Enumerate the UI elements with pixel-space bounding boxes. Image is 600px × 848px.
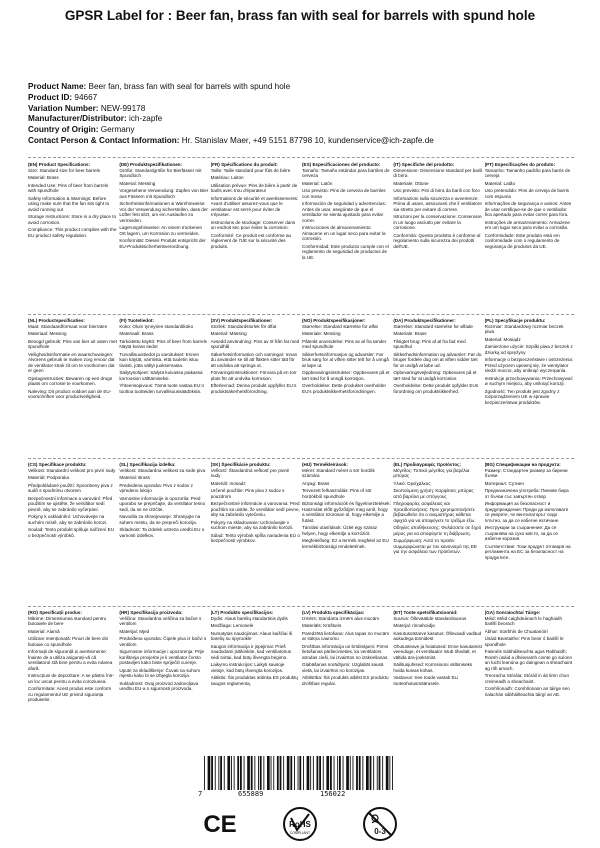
spec-column	[393, 610, 482, 750]
spec-paragraph: Overholdelse: Dette produktet overholder EU's produktsikkerhetsforordningen.	[302, 383, 387, 394]
spec-heading: (HU) Termékleírások:	[302, 462, 348, 467]
barcode-bar	[334, 756, 335, 790]
barcode-bar	[220, 756, 222, 790]
spec-paragraph: Größe: Standardgröße für Bierfässer mit Spundloch	[119, 167, 202, 178]
spec-paragraph: Upute za skladištenje: Čuvati na suhom mjestu kako bi se izbjegla korozija.	[119, 667, 201, 678]
spec-paragraph: Materiale: Brass	[393, 331, 427, 336]
product-id-row	[28, 93, 588, 104]
spec-paragraph: Predvidena uporaba: Pivo z sodov z vpredeno luknjo	[119, 482, 193, 493]
spec-paragraph: Pokyny k uskladnění: Uchovávejte na suchém místě, aby se zabránilo korozi.	[28, 514, 108, 525]
spec-paragraph: Uso previsto: Pini di birra da barili con foro	[393, 188, 480, 193]
spec-paragraph: Atitiktis: Šis produktas atitinka ES produktų saugos reglamentą.	[210, 675, 298, 686]
spec-paragraph: Izmērs: Standarta izmērs alus mucām	[302, 615, 380, 621]
spec-paragraph: Material: Brass	[119, 475, 150, 480]
spec-paragraph: Instrucțiuni de depozitare: A se păstra într-un loc uscat pentru a evita coroziunea.	[28, 673, 115, 684]
spec-paragraph: Materiale: Messing	[302, 331, 341, 336]
spec-heading: (SK) Špecifikácie produktu:	[210, 462, 271, 467]
spec-paragraph: Numatytas naudojimas: Alaus kaiščiai iš barelių su spyruokle	[210, 630, 293, 641]
spec-paragraph: Μέγεθος: Τυπικό μέγεθος για βαρέλια μπύρας	[393, 467, 470, 478]
barcode-bar	[204, 756, 205, 790]
spec-paragraph: Súlad: Tento výrobok spĺňa nariadenia EÚ o bezpečnosti výrobkov.	[210, 532, 300, 543]
barcode-digit-lead: 7	[198, 790, 203, 798]
barcode-bar	[271, 756, 272, 790]
spec-paragraph: Materiał: Mosiądz	[484, 336, 521, 342]
barcode-bar	[283, 756, 284, 790]
spec-paragraph: Bezpečnostné informácie a varovania: Pred použitím sa uistite, že ventilátor sedí pevne, aby sa zabránilo vytečeniu.	[210, 501, 300, 517]
spec-paragraph: Lagerungshinweise: An einem trockenen Ort lagern, um Korrosion zu vermeiden.	[119, 225, 203, 236]
certification-marks	[0, 806, 600, 842]
spec-heading: (FR) Spécifications du produit:	[210, 162, 278, 167]
spec-heading: (PT) Especificações do produto:	[484, 162, 556, 167]
spec-paragraph: Opbevaringsvejledning: Opbevares på et tørt sted for at undgå korrosion.	[393, 370, 477, 381]
barcode-bar	[326, 756, 329, 790]
spec-heading: (SV) Produktspecifikationer:	[210, 318, 273, 323]
contact-label: Contact Person & Contact Information:	[28, 135, 180, 145]
barcode-bar	[346, 756, 349, 790]
spec-paragraph: Instructions de stockage: Conserver dans un endroit sec pour éviter la corrosion.	[210, 219, 296, 230]
spec-row-2	[28, 318, 574, 456]
barcode-bar	[313, 756, 314, 790]
spec-paragraph: Predviđena uporaba: Čipele piva iz bačvi s ventilom	[119, 636, 207, 647]
spec-paragraph: Megfelelőség: Ez a termék megfelel az EU termékbiztonsági rendeletének.	[302, 538, 389, 549]
barcode-bar	[343, 756, 344, 790]
spec-paragraph: Informations de sécurité et avertissements: Avant d'utiliser assurez-vous que le ventilateur est serré pour éviter de s'épuiser.	[210, 195, 299, 217]
spec-paragraph: Storage Instructions: Store in a dry place to avoid corrosion.	[28, 214, 117, 225]
spec-heading: (NO) Produktspesifikasjoner:	[302, 318, 366, 323]
spec-heading: (DE) Produktspezifikationen:	[119, 162, 183, 167]
spec-paragraph: Ábhar: Soirbhís de Chuatanóirí	[484, 628, 548, 634]
variation-number-row	[28, 104, 588, 115]
spec-paragraph: Paredzētā lietošana: Alus tapas no mucām ar sūkņa caurumu	[302, 630, 390, 641]
barcode-bar	[377, 756, 378, 790]
barcode-bar	[339, 756, 341, 790]
spec-paragraph: Bezpečnostní informace a varování: Před použitím se ujistěte, že ventilátor sedí pevně, aby se zabránilo vyčerpání.	[28, 495, 113, 512]
spec-paragraph: Tilsigtet brug: Pins af øl fra fad med spundhul	[393, 338, 466, 349]
barcode-bar	[359, 756, 361, 790]
barcode-bar	[310, 756, 311, 790]
barcode-digit-left: 655889	[238, 790, 264, 798]
not-for-children-0-3-icon	[362, 806, 398, 842]
barcode-bar	[299, 756, 301, 790]
spec-paragraph: Sikkerhetsinformasjon og advarsler: Før bruk sørg for at viften sitter tett for å unngå at løpe ut.	[302, 351, 389, 368]
spec-column	[302, 162, 391, 312]
spec-paragraph: Informações de segurança e avisos: Antes de usar certifique-se de que o ventilador fica apertado para evitar correr para fora.	[484, 201, 572, 217]
barcode-bar	[263, 756, 264, 790]
spec-column	[485, 610, 574, 750]
spec-paragraph: Zamierzone użycie: Szpilki piwa z beczek z dziurką od sprężyny	[484, 344, 573, 355]
spec-paragraph: Navodila za shranjevanje: Shranjujte na suhem mestu, da se prepreči korozija.	[119, 514, 201, 525]
spec-heading: (RO) Specificații produs:	[28, 610, 82, 615]
barcode-bar	[379, 756, 381, 790]
spec-paragraph: Säkerhetsinformation och varningar: Innan du använder se till att fläkten sitter tätt för att undvika att springa ut.	[210, 351, 298, 368]
spec-paragraph: Velikost: Standardna velikost za sode piva	[119, 467, 206, 473]
product-info	[28, 82, 588, 147]
spec-paragraph: Πληροφορίες ασφάλειας και προειδοποιήσεις: Πριν χρησιμοποιήσετε βεβαιωθείτε ότι ο ανεμιστήρας κάθεται σφιχτά για να αποφύγετε το τρέξιμο έξω.	[393, 501, 476, 523]
barcode-bar	[298, 756, 299, 790]
spec-paragraph: Vastavus: See toode vastab ELi tooteohutusmäärusele.	[393, 675, 459, 686]
spec-paragraph: Materiāls: Krūšturis	[302, 623, 342, 628]
barcode-digits	[198, 790, 398, 799]
spec-paragraph: Förvaringsinstruktioner: Förvara på en torr plats för att undvika korrosion.	[210, 370, 297, 381]
product-id-value: 94667	[74, 92, 98, 102]
rohs-sub-text: COMPLIANT	[289, 831, 311, 835]
spec-paragraph: Maat: Standaardformaat voor bierraten	[28, 323, 108, 329]
spec-paragraph: Laikymo instrukcijos: Laikyti sausoje vietoje, kad būtų išvengta korozijos.	[210, 662, 285, 673]
barcode-bar	[244, 756, 245, 790]
spec-column	[28, 462, 117, 604]
spec-paragraph: Informazioni sulla sicurezza e avvertenze: Prima di usare, assicurarsi che il ventilatore sia stretto per evitare di correre.	[393, 195, 482, 212]
spec-paragraph: Conformidad: Este producto cumple con el reglamento de seguridad de productos de la UE.	[302, 243, 389, 260]
barcode-bar	[303, 756, 304, 790]
barcode-bar	[218, 756, 219, 790]
spec-paragraph: Pokyny na skladovanie: Uchovávajte v suchom mieste, aby sa zabránilo korózii.	[210, 519, 294, 530]
spec-paragraph: Sigurnosne informacije i upozorenja: Prije korištenja provjerite je li ventilator čvrsto postavljen kako biste spriječili curenje.	[119, 649, 205, 665]
spec-paragraph: Dimensione: Dimensione standard per barili di birra	[393, 167, 483, 178]
spec-paragraph: Съответствие: Този продукт отговаря на регламента на ЕС за безопасност на продуктите.	[484, 543, 571, 560]
spec-row-4	[28, 610, 574, 750]
spec-heading: (BG) Спецификации на продукта:	[484, 462, 561, 467]
spec-paragraph: Material: Mässing	[210, 331, 247, 336]
spec-paragraph: Dydis: Alaus barelių standartinis dydis	[210, 615, 288, 621]
spec-paragraph: Informacje o bezpieczeństwie i ostrzeżenia: Przed użyciem upewnij się, że wentylator siedzi mocno, aby uniknąć wyczerpania.	[484, 357, 574, 373]
barcode-bar	[215, 756, 216, 790]
spec-column	[119, 162, 208, 312]
spec-paragraph: Konformität: Dieses Produkt entspricht der EU-Produktsicherheitsverordnung.	[119, 238, 206, 249]
spec-paragraph: Matériau: Laiton	[210, 175, 244, 180]
barcode	[198, 756, 398, 798]
spec-column	[393, 318, 482, 456]
spec-paragraph: Conformidade: Este produto está em conformidade com o regulamento de segurança de produtos da UE.	[484, 232, 560, 249]
spec-paragraph: Materjal: rinnahoidja	[393, 623, 435, 628]
barcode-bar	[330, 756, 332, 790]
spec-paragraph: Material: Latón	[302, 180, 333, 186]
barcode-bar	[251, 756, 253, 790]
spec-paragraph: Koko: Olum tynnyrien standardikoko	[119, 323, 194, 329]
spec-paragraph: Soulad: Tento produkt splňuje nařízení EU o bezpečnosti výrobků.	[28, 527, 114, 538]
spec-paragraph: Материал: Сутиен	[484, 480, 524, 486]
spec-row-1	[28, 162, 574, 312]
barcode-bar	[287, 756, 290, 790]
country-of-origin-value: Germany	[100, 125, 135, 135]
spec-paragraph: Mărime: Dimensiunea standard pentru butoaiele de bere	[28, 615, 107, 626]
barcode-bar	[382, 756, 383, 790]
barcode-bar	[240, 756, 242, 790]
barcode-bar	[273, 756, 274, 790]
spec-heading: (IT) Specifiche del prodotto:	[393, 162, 455, 167]
spec-paragraph: Påtenkt anvendelse: Pins av øl fra tønder med spundhole	[302, 338, 387, 349]
spec-paragraph: Overholdelse: Dette produkt opfylder EUs forordning om produktsikkerhed.	[393, 383, 479, 394]
spec-column	[211, 318, 300, 456]
country-of-origin-label: Country of Origin:	[28, 125, 99, 135]
barcode-bar	[254, 756, 255, 790]
product-name-row	[28, 82, 588, 93]
spec-paragraph: Materiál: Podporaka	[28, 475, 70, 480]
spec-paragraph: Tamanho: Tamanho padrão para barris de cerveja	[484, 167, 571, 178]
spec-heading: (HR) Specifikacija proizvoda:	[119, 610, 183, 615]
spec-paragraph: Předpokládané použití: Spoonbeny piva z sudů s spodnímu otvorem	[28, 482, 113, 493]
spec-paragraph: Comhlíonadh: Comhlíonann an táirge seo rialachán sábháilteachta táirgí an AE.	[484, 686, 570, 697]
spec-paragraph: Rozmiar: Standardowy rozmiar beczek piwa	[484, 323, 564, 334]
spec-paragraph: Veľkosť: Štandardná veľkosť pre pivné sudy	[210, 467, 290, 478]
spec-paragraph: Informații de siguranță și avertismente: Înainte de a utiliza asigurați-vă că ventilatorul stă bine pentru a evita rularea afară.	[28, 649, 113, 671]
spec-paragraph: Sukladnost: Ovaj proizvod zadovoljava uredbu EU-a o sigurnosti proizvoda.	[119, 680, 199, 691]
barcode-bar	[224, 756, 225, 790]
spec-paragraph: Biztonsági információk és figyelmeztetések: Használat előtt győződjön meg arról, hogy a ventilátor szorosan ül, hogy elkerülje a futást.	[302, 501, 391, 523]
barcode-bar	[366, 756, 369, 790]
variation-number-value: NEW-99178	[100, 103, 146, 113]
spec-column	[28, 318, 117, 456]
barcode-bar	[317, 756, 319, 790]
spec-heading: (LV) Produkta specifikācijas:	[302, 610, 365, 615]
spec-paragraph: Glabāšanas norādījumi: Uzglabāt sausā vietā, lai izvairītos no korozijas.	[302, 662, 384, 673]
spec-heading: (GA) Sonraíochtaí Táirge:	[484, 610, 541, 615]
contact-value: Hr. Stanislav Maer, +49 5151 87798 10, kundenservice@ich-zapfe.de	[181, 135, 434, 145]
barcode-bar	[227, 756, 230, 790]
barcode-bar	[280, 756, 282, 790]
section-divider	[28, 606, 574, 607]
spec-paragraph: Varnostne informacije in opozorila: Pred uporabo se prepričajte, da ventilator tesno sedi, da se ne iztrčite.	[119, 495, 206, 512]
spec-paragraph: Size: Standard size for beer barrels	[28, 167, 101, 173]
spec-paragraph: Veličina: Standardna veličina za bačve s ventilom	[119, 615, 202, 626]
barcode-bar	[247, 756, 250, 790]
spec-heading: (FI) Tuotetiedot:	[119, 318, 154, 323]
spec-column	[302, 318, 391, 456]
spec-paragraph: Naleving: Dit product voldoet aan de EU-voorschriften voor productveiligheid.	[28, 388, 112, 399]
spec-paragraph: Utilizare intenționată: Pinuri de bere din butoaie cu spundhole	[28, 636, 109, 647]
barcode-bar	[277, 756, 279, 790]
barcode-bar	[234, 756, 235, 790]
spec-paragraph: Beoogd gebruik: Pins van bier uit vaten met spundhole	[28, 338, 117, 349]
spec-paragraph: Størrelse: Standard størrelse for ølfade	[393, 323, 473, 329]
spec-paragraph: Material: Brass	[28, 175, 59, 180]
spec-paragraph: Utilisation prévue: Pins de bière à partir de barils avec trou d'épurateur	[210, 182, 298, 193]
spec-paragraph: Sikkerhedsinformation og advarsler: Før du bruger fordele dog om at viften sidder tæt for at undgå at løbe ud.	[393, 351, 482, 368]
spec-paragraph: Σκοπούμενη χρήση: Καρφίτσες μπύρας από βαρέλια με σπόγγους	[393, 488, 474, 499]
spec-paragraph: Instruções de armazenamento: Armazene em um lugar seco para evitar a corrosão.	[484, 219, 570, 230]
spec-paragraph: Material: Latão	[484, 180, 516, 186]
spec-paragraph: Instrukcje przechowywania: Przechowywać w suchym miejscu, aby uniknąć korozji.	[484, 375, 573, 386]
spec-column	[119, 318, 208, 456]
spec-paragraph: Veiligheidsinformatie en waarschuwingen: Alvorens gebruik te maken zorg ervoor dat de ventilator strak zit om te voorkomen dat er geen	[28, 351, 115, 373]
spec-paragraph: Materiaal: Messing	[28, 331, 67, 336]
barcode-bar	[370, 756, 372, 790]
barcode-bar	[386, 756, 389, 790]
spec-paragraph: Ohutusteave ja hoiatused: Enne kasutamist veenduge, et ventilaator istub tihedalt, et vältida ära-jooksmist.	[393, 643, 482, 660]
spec-paragraph: Storlek: Standardstorlek för ölfat	[210, 323, 277, 329]
spec-paragraph: Предназначена употреба: Пинове бира от бъчви със завъртян отвор	[484, 488, 569, 499]
barcode-bar	[323, 756, 324, 790]
spec-column	[211, 162, 300, 312]
barcode-bar	[350, 756, 351, 790]
barcode-bar	[307, 756, 310, 790]
spec-column	[211, 610, 300, 750]
spec-paragraph: Úsáid Beartaithe: Pins beoir ó bairillí le spundhole	[484, 636, 564, 647]
variation-number-label: Variation Number:	[28, 103, 99, 113]
spec-heading: (LT) Produkto specifikacijos:	[210, 610, 274, 615]
barcode-bar	[208, 756, 211, 790]
contact-row	[28, 136, 588, 147]
barcode-bar	[267, 756, 270, 790]
barcode-bar	[231, 756, 232, 790]
spec-paragraph: Conformità: Questo prodotto è conforme al regolamento sulla sicurezza dei prodotti dell'UE.	[393, 232, 481, 249]
spec-paragraph: Instrucciones de almacenamiento: Almacene en un lugar seco para evitar la corrosión.	[302, 225, 386, 241]
spec-paragraph: Οδηγίες αποθήκευσης: Φυλάσσετε σε ξηρό μέρος για να αποφύγετε τη διάβρωση.	[393, 525, 482, 536]
barcode-bar	[290, 756, 292, 790]
spec-paragraph: Zgodność: Ten produkt jest zgodny z rozporządzeniem UE w sprawie bezpieczeństwa produktów.	[484, 388, 560, 405]
section-divider	[28, 458, 574, 459]
spec-heading: (DA) Produktspecifikationer:	[393, 318, 456, 323]
spec-heading: (EN) Product Specifications:	[28, 162, 91, 167]
spec-paragraph: Υλικό: Ορείχαλκος	[393, 480, 431, 486]
spec-column	[28, 610, 117, 750]
spec-column	[119, 462, 208, 604]
spec-heading: (CS) Specifikace produktu:	[28, 462, 87, 467]
spec-paragraph: Materijal: Mjed	[119, 628, 150, 634]
spec-row-3	[28, 462, 574, 604]
spec-heading: (PL) Specyfikacje produktu:	[484, 318, 546, 323]
spec-column	[485, 462, 574, 604]
page-title: GPSR Label for : Beer fan, brass fan with seal for barrels with spund hole	[64, 8, 536, 23]
spec-column	[485, 162, 574, 312]
spec-paragraph: Størrelse: Standard størrelse for ølfat	[302, 323, 378, 329]
spec-paragraph: Určené použitie: Pins piva z sudov s pouzdrom	[210, 488, 285, 499]
barcode-bar	[258, 756, 259, 790]
spec-paragraph: Conformité: Ce produit est conforme au règlement de l'UE sur la sécurité des produits.	[210, 232, 292, 249]
spec-paragraph: Opslaginstructies: Bewaren op een droge plaats om corrosie te voorkomen.	[28, 375, 113, 386]
spec-paragraph: Yhteensopivuus: Tämä tuote vastaa EU:n tuottoa tuotteiden turvallisuussäädöksiä.	[119, 383, 205, 394]
age-warning-text: 0-3	[374, 827, 386, 836]
spec-paragraph: Méid: Méid caighdeánach le haghaidh bairillí beorach	[484, 615, 563, 626]
spec-paragraph: Uso previsto: Pins de cerveza de barriles con mesa	[302, 188, 386, 199]
barcode-bar	[211, 756, 213, 790]
barcode-bar	[389, 756, 390, 790]
country-of-origin-row	[28, 125, 588, 136]
manufacturer-row	[28, 114, 588, 125]
spec-paragraph: Информация за безопасност и предупреждения: Преди да използвате се уверете, че вентилаторът седи плътно, за да се избегне изтичане.	[484, 501, 569, 523]
spec-paragraph: Treoracha Stórála: Stóráil in áit tirim chun creimeadh a sheachaint.	[484, 673, 569, 684]
barcode-bar	[353, 756, 354, 790]
spec-heading: (EL) Προδιαγραφές προϊόντος:	[393, 462, 462, 467]
spec-paragraph: Avsedd användning: Pins av öl från fat med spundhål	[210, 338, 300, 349]
product-id-label: Product ID:	[28, 92, 73, 102]
rohs-icon	[282, 806, 318, 842]
spec-paragraph: Faisnéis Sábháilteachta agus Rabhaidh: Roimh úsáid a dhéanamh cinnte go suíonn an lucht leanúna go daingean a sheachaint ag rith amach.	[484, 649, 573, 671]
spec-heading: (ES) Especificaciones del producto:	[302, 162, 381, 167]
barcode-bars	[198, 756, 398, 790]
spec-paragraph: Drošības informācija un brīdinājumi: Pirms lietošanas pārliecinieties, ka ventilators atrodas cieši, lai izvairītos no izskriešanas.	[302, 643, 389, 660]
spec-paragraph: Tervezett felhasználás: Pins of sör hordókból spundhole	[302, 488, 372, 499]
spec-heading: (NL) Productspecificaties:	[28, 318, 85, 323]
product-name-value: Beer fan, brass fan with seal for barrels with spund hole	[88, 82, 291, 91]
spec-paragraph: Materiál: mosadz	[210, 480, 246, 486]
spec-paragraph: Инструкции за съхранение: Да се съхранява на сухо място, за да се избегне корозия.	[484, 525, 558, 541]
section-divider	[28, 157, 574, 158]
spec-paragraph: Atbilstība: Šis produkts atbilst ES produktu drošības regulai.	[302, 675, 389, 686]
spec-paragraph: Skladnost: Ta izdelek ustreza uredbi EU o varnosti izdelkov.	[119, 527, 205, 538]
spec-paragraph: Materiale: Ottone	[393, 180, 429, 186]
spec-paragraph: Uso pretendido: Pins de cerveja de barris com espuma	[484, 188, 569, 199]
spec-heading: (ET) Toote spetsifikatsioonid:	[393, 610, 458, 615]
spec-paragraph: Conformitate: Acest produs este conform cu regulamentul UE privind siguranța produselor.	[28, 686, 112, 702]
spec-paragraph: Materiaali: Brass	[119, 331, 154, 336]
spec-paragraph: Anyag: Brass	[302, 480, 330, 486]
spec-paragraph: Medžiaga: Lemonelė	[210, 623, 254, 628]
spec-column	[211, 462, 300, 604]
barcode-bar	[319, 756, 321, 790]
barcode-bar	[260, 756, 262, 790]
spec-paragraph: Vorgesehene Verwendung: Zapfen von Bier aus Fässern mit Spundloch	[119, 188, 209, 199]
barcode-bar	[294, 756, 295, 790]
spec-paragraph: Säilytysohjeet: Säilytä kuivassa paikassa korroosion välttämiseksi.	[119, 370, 203, 381]
spec-paragraph: Compliance: This product complies with the EU product safety regulation.	[28, 227, 117, 238]
spec-paragraph: Información de seguridad y advertencias: Antes de usar, asegúrate de que el ventilador se sienta ajustado para evitar correr.	[302, 201, 387, 223]
spec-paragraph: Sicherheitsinformationen & Warnhinweise: Vor der Verwendung sicherstellen, dass der Lüfter fest sitzt, um ein Auslaufen zu vermeiden.	[119, 201, 208, 223]
spec-paragraph: Intended Use: Pins of beer from barrels with spundhole	[28, 182, 109, 193]
spec-paragraph: Tamaño: Tamaño estándar para barriles de cerveza	[302, 167, 390, 178]
barcode-bar	[356, 756, 358, 790]
barcode-bar	[237, 756, 239, 790]
ce-mark-text: CE	[203, 811, 237, 838]
barcode-bar	[373, 756, 374, 790]
spec-paragraph: Tarkoitettu käyttö: Pins of beer from barrels Näytä koiran tiedot	[119, 338, 207, 349]
spec-column	[393, 462, 482, 604]
spec-paragraph: Tárolási utasítások: Üzlet egy száraz helyen, hogy elkerülje a korróziót.	[302, 525, 378, 536]
spec-paragraph: Oppbevaringsinstrukser: Oppbevares på et tørt sted for å unngå korrosjon.	[302, 370, 390, 381]
spec-column	[302, 610, 391, 750]
spec-paragraph: Material: Messing	[119, 180, 156, 186]
product-name-label: Product Name:	[28, 82, 87, 91]
spec-column	[119, 610, 208, 750]
barcode-digit-right: 156022	[320, 790, 346, 798]
barcode-bar	[392, 756, 393, 790]
ce-mark-icon	[202, 806, 238, 842]
manufacturer-value: ich-zapfe	[129, 114, 163, 124]
rohs-text: RoHS	[289, 820, 311, 829]
spec-column	[302, 462, 391, 604]
barcode-bar	[362, 756, 363, 790]
spec-column	[28, 162, 117, 312]
spec-paragraph: Размер: Стандартен размер за бирени бъчви	[484, 467, 568, 478]
spec-paragraph: Säilitusjuhised: Korrosiooni vältimiseks hoida kuivas kohas.	[393, 662, 473, 673]
spec-paragraph: Συμμόρφωση: Αυτό το προϊόν συμμορφώνεται με τον κανονισμό της ΕΕ για την ασφάλεια των προϊόντων.	[393, 538, 477, 554]
spec-heading: (SL) Specifikacija izdelka:	[119, 462, 176, 467]
barcode-bar	[337, 756, 338, 790]
spec-column	[485, 318, 574, 456]
spec-paragraph: Material: Alamă	[28, 628, 60, 634]
spec-paragraph: Taille: Taille standard pour fûts de bière	[210, 167, 291, 173]
spec-paragraph: Safety Information & Warnings: Before using make sure that the fan sits tight to avoid running out	[28, 195, 110, 212]
spec-paragraph: Saugos informacija ir įspėjimai: Prieš naudodami įsitikinkite, kad ventiliatorius sėdi tvirtai, kad būtų išvengta bėgimo.	[210, 643, 292, 660]
spec-paragraph: Istruzioni per la conservazione: Conservare in un luogo asciutto per evitare la corrosione.	[393, 214, 482, 230]
spec-column	[393, 162, 482, 312]
section-divider	[28, 314, 574, 315]
manufacturer-label: Manufacturer/Distributor:	[28, 114, 127, 124]
spec-paragraph: Turvallisuustiedot ja varoitukset: Ennen kuin käytät, varmista, että tuuletin istuu tiiviisti, jotta vältyt juoksemasta.	[119, 351, 200, 368]
spec-paragraph: Suurus: Õlleväätide standardsuurus	[393, 615, 467, 621]
spec-paragraph: Kasutusotstarve kasutus: Õllevaadi vaditud aukudega tünnidest	[393, 630, 482, 641]
spec-paragraph: Velikost: Standardní velikost pro pivní sudy	[28, 467, 116, 473]
spec-paragraph: Méret: Standard méret a sör hordók számára	[302, 467, 375, 478]
spec-paragraph: Efterlevnad: Denna produkt uppfyller EU:s produktsäkerhetsförordning.	[210, 383, 297, 394]
